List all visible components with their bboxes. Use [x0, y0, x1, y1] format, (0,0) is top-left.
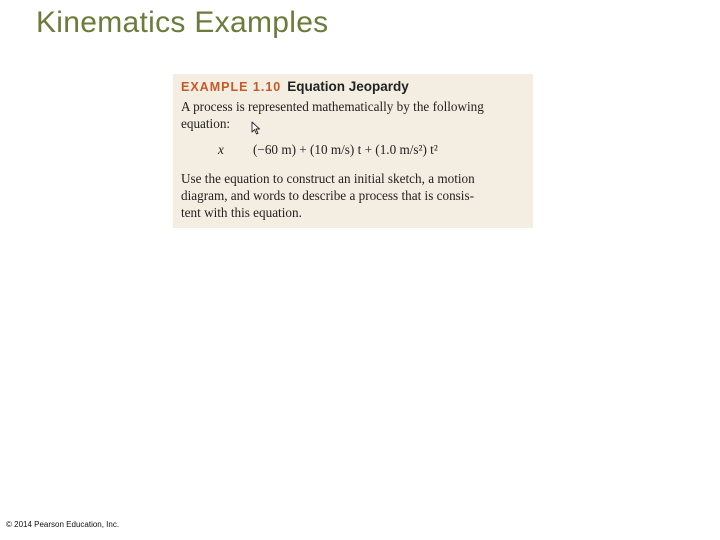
example-box — [173, 74, 533, 228]
task-line: tent with this equation. — [181, 205, 302, 220]
equation-rhs: (−60 m) + (10 m/s) t + (1.0 m/s²) t² — [253, 142, 438, 157]
copyright-notice: © 2014 Pearson Education, Inc. — [6, 520, 120, 529]
example-title: Equation Jeopardy — [287, 79, 409, 94]
example-task — [181, 170, 531, 221]
mouse-pointer-icon — [251, 121, 261, 140]
equation-lhs: x — [218, 142, 224, 157]
intro-line: equation: — [181, 116, 231, 131]
task-line: Use the equation to construct an initial sketch, a motion — [181, 171, 475, 186]
example-header — [181, 78, 409, 96]
example-intro — [181, 98, 531, 132]
example-number: EXAMPLE 1.10 — [181, 80, 282, 94]
slide-title: Kinematics Examples — [36, 6, 329, 39]
intro-line: A process is represented mathematically by the following — [181, 99, 484, 114]
task-line: diagram, and words to describe a process that is consis- — [181, 188, 474, 203]
